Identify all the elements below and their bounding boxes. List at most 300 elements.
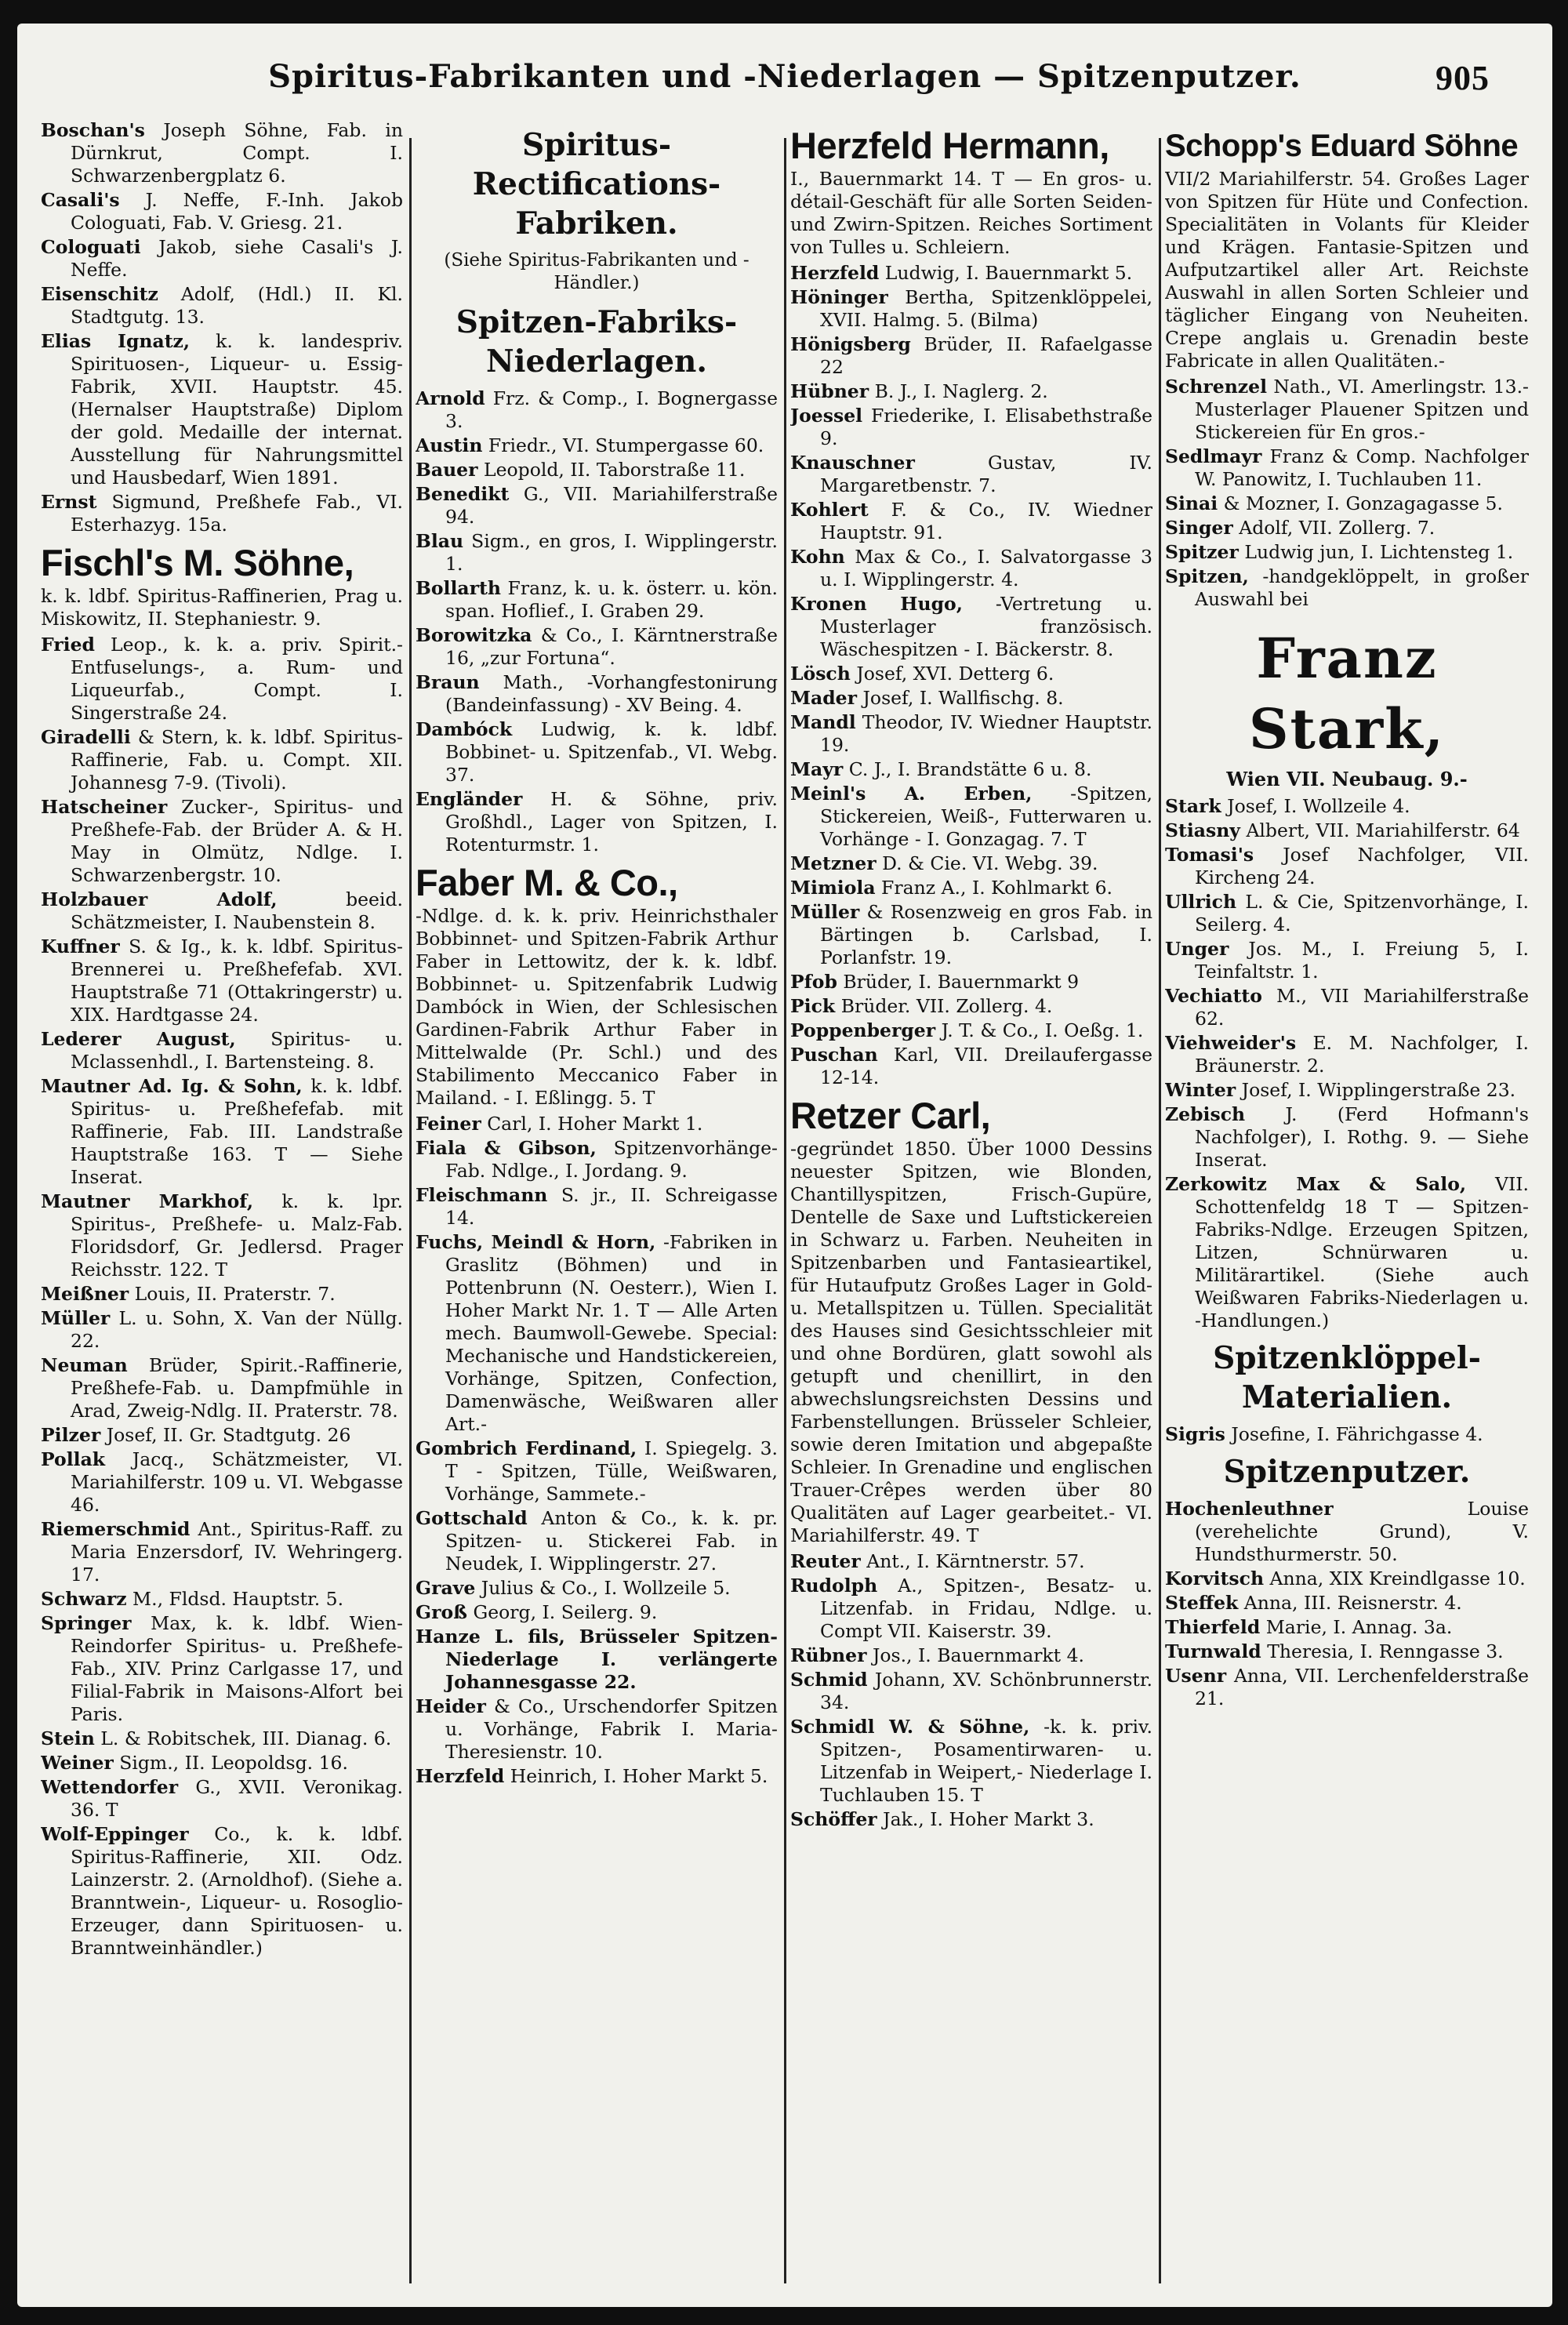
directory-entry	[41, 726, 403, 794]
entry-name: Schrenzel	[1165, 376, 1268, 398]
directory-entry	[790, 1669, 1152, 1714]
display-entry	[1165, 124, 1529, 372]
entry-name: Steffek	[1165, 1592, 1239, 1614]
entry-text: Frz. & Comp., I. Bognergasse 3.	[445, 387, 778, 432]
directory-entry	[41, 1190, 403, 1281]
directory-entry	[790, 1550, 1152, 1573]
directory-entry	[790, 971, 1152, 994]
directory-entry	[790, 593, 1152, 661]
entry-text: Adolf, VII. Zollerg. 7.	[1239, 517, 1436, 539]
directory-entry	[41, 1518, 403, 1586]
entry-name: Stark	[1165, 795, 1221, 817]
entry-name: Fleischmann	[416, 1184, 548, 1206]
entry-text: Jacq., Schätzmeister, VI. Mariahilferstr. 109 u. VI. Webgasse 46.	[71, 1448, 403, 1516]
directory-entry	[1165, 1079, 1529, 1102]
entry-name: Hanze L. fils, Brüsseler Spitzen-Niederlage I. verlängerte Johannesgasse 22.	[416, 1626, 778, 1693]
entry-text: Spitzenvorhänge-Fab. Ndlge., I. Jordang. 9.	[445, 1137, 778, 1182]
entry-text: -k. k. priv. Spitzen-, Posamentirwaren- u. Litzenfab in Weipert,- Niederlage I. Tuchlauben 15. T	[820, 1716, 1152, 1806]
entry-text: -Fabriken in Graslitz (Böhmen) und in Pottenbrunn (N. Oesterr.), Wien I. Hoher Markt Nr. 1. T — Alle Arten mech. Baumwoll-Gewebe. Special: Mechanische und Handstickereien, Vorhänge, Spitzen, Confection, Damenwäsche, Weißwaren aller Art.-	[445, 1231, 778, 1435]
entry-text: Heinrich, I. Hoher Markt 5.	[510, 1765, 768, 1787]
directory-entry	[1165, 445, 1529, 491]
entry-name: Korvitsch	[1165, 1568, 1265, 1589]
directory-entry	[41, 1776, 403, 1822]
entry-name: Singer	[1165, 517, 1233, 539]
entry-text: Bertha, Spitzenklöppelei, XVII. Halmg. 5. (Bilma)	[820, 286, 1152, 331]
entry-name: Sedlmayr	[1165, 445, 1262, 467]
entry-text: Gustav, IV. Margaretbenstr. 7.	[820, 452, 1152, 496]
entry-name: Engländer	[416, 788, 523, 810]
entry-name: Eisenschitz	[41, 283, 158, 305]
entry-text: -Vertretung u. Musterlager französisch. Wäschespitzen - I. Bäckerstr. 8.	[820, 593, 1152, 660]
entry-text: E. M. Nachfolger, I. Bräunerstr. 2.	[1195, 1032, 1529, 1077]
display-entry-text: -gegründet 1850. Über 1000 Dessins neuester Spitzen, wie Blonden, Chantillyspitzen, Frisch-Gupüre, Dentelle de Saxe und Luftstickereien in Schwarz u. Farben. Neuheiten in Spitzenbarben und Fantasieartikel, für Hutaufputz Großes Lager in Gold- u. Metallspitzen u. Tüllen. Specialität des Hauses sind Gesichtsschleier mit und ohne Bordüren, glatt sowohl als getupft und chenillirt, in den abwechslungsreichsten Dessins und Farbenstellungen. Brüsseler Schleier, sowie deren Imitation und abgepaßte Schleier. In Grenadine und englischen Trauer-Crêpes werden über 80 Qualitäten auf Lager gearbeitet.- VI. Mariahilferstr. 49. T	[790, 1138, 1152, 1546]
directory-entry	[1165, 541, 1529, 564]
entry-name: Joessel	[790, 405, 863, 427]
entry-name: Schwarz	[41, 1588, 127, 1610]
entry-name: Riemerschmid	[41, 1518, 191, 1540]
entry-text: Ant., I. Kärntnerstr. 57.	[866, 1550, 1085, 1572]
directory-entry	[790, 711, 1152, 757]
directory-entry	[416, 530, 778, 576]
entry-name: Turnwald	[1165, 1640, 1261, 1662]
directory-entry	[790, 405, 1152, 450]
display-entry-name: Fischl's M. Söhne,	[41, 542, 354, 583]
entry-text: Friedr., VI. Stumpergasse 60.	[488, 434, 764, 456]
directory-entry	[41, 1727, 403, 1750]
entry-text: k. k. ldbf. Spiritus- u. Preßhefefab. mit Raffinerie, Fab. III. Landstraße Hauptstraße 163. T — Siehe Inserat.	[71, 1075, 403, 1188]
entry-name: Mayr	[790, 758, 844, 780]
directory-entry	[790, 546, 1152, 591]
entry-name: Dambóck	[416, 718, 513, 740]
entry-text: C. J., I. Brandstätte 6 u. 8.	[848, 758, 1092, 780]
entry-text: Jos., I. Bauernmarkt 4.	[872, 1644, 1085, 1666]
entry-name: Gombrich Ferdinand,	[416, 1437, 637, 1459]
display-entry	[416, 861, 778, 1110]
entry-text: Max, k. k. ldbf. Wien-Reindorfer Spiritus- u. Preßhefe-Fab., XIV. Prinz Carlgasse 17, und Filial-Fabrik in Maisons-Alfort bei Paris.	[71, 1612, 403, 1725]
directory-entry	[416, 483, 778, 529]
entry-name: Unger	[1165, 938, 1229, 960]
entry-text: Ant., Spiritus-Raff. zu Maria Enzersdorf, IV. Wehringerg. 17.	[71, 1518, 403, 1586]
entry-text: Sigmund, Preßhefe Fab., VI. Esterhazyg. 15a.	[71, 491, 403, 536]
directory-entry	[1165, 1498, 1529, 1566]
directory-entry	[1165, 1032, 1529, 1077]
entry-text: Josef Nachfolger, VII. Kircheng 24.	[1195, 844, 1529, 888]
section-heading: Spitzen-Fabriks-Niederlagen.	[456, 304, 738, 380]
entry-text: M., Fldsd. Hauptstr. 5.	[132, 1588, 344, 1610]
entry-name: Poppenberger	[790, 1019, 936, 1041]
entry-name: Winter	[1165, 1079, 1236, 1101]
entry-text: Anna, XIX Kreindlgasse 10.	[1269, 1568, 1526, 1589]
entry-name: Kohlert	[790, 499, 869, 521]
entry-text: Brüder. VII. Zollerg. 4.	[840, 995, 1053, 1017]
entry-name: Hatscheiner	[41, 796, 168, 818]
directory-entry	[416, 1577, 778, 1600]
entry-name: Holzbauer Adolf,	[41, 888, 278, 910]
directory-entry	[41, 283, 403, 329]
directory-entry	[416, 434, 778, 457]
entry-text: L. u. Sohn, X. Van der Nüllg. 22.	[71, 1307, 403, 1352]
entry-name: Zebisch	[1165, 1103, 1246, 1125]
entry-text: F. & Co., IV. Wiedner Hauptstr. 91.	[820, 499, 1152, 543]
column-divider	[1159, 138, 1161, 2283]
directory-entry	[41, 1588, 403, 1611]
entry-text: Albert, VII. Mariahilferstr. 64	[1246, 819, 1520, 841]
entry-text: Max & Co., I. Salvatorgasse 3 u. I. Wipplingerstr. 4.	[820, 546, 1152, 590]
directory-entry	[416, 577, 778, 623]
display-entry-text: k. k. ldbf. Spiritus-Raffinerien, Prag u. Miskowitz, II. Stephaniestr. 9.	[41, 585, 403, 630]
entry-name: Metzner	[790, 852, 877, 874]
entry-name: Groß	[416, 1601, 467, 1623]
directory-entry	[1165, 1616, 1529, 1639]
entry-name: Viehweider's	[1165, 1032, 1297, 1054]
entry-name: Vechiatto	[1165, 985, 1262, 1007]
entry-text: Anna, III. Reisnerstr. 4.	[1243, 1592, 1462, 1614]
entry-text: Friederike, I. Elisabethstraße 9.	[820, 405, 1152, 449]
entry-name: Wolf-Eppinger	[41, 1823, 189, 1845]
entry-name: Schmid	[790, 1669, 868, 1691]
directory-entry	[790, 877, 1152, 899]
entry-text: Spiritus- u. Mclassenhdl., I. Bartensteing. 8.	[71, 1028, 403, 1073]
directory-entry	[790, 1644, 1152, 1667]
entry-text: & Stern, k. k. ldbf. Spiritus-Raffinerie, Fab. u. Compt. XII. Johannesg 7-9. (Tivoli).	[71, 726, 403, 794]
directory-entry	[790, 333, 1152, 379]
entry-text: Leop., k. k. a. priv. Spirit.-Entfuselungs-, a. Rum- und Liqueurfab., Compt. I. Singerstraße 24.	[71, 634, 403, 724]
entry-text: Karl, VII. Dreilaufergasse 12-14.	[820, 1044, 1152, 1088]
entry-list	[416, 387, 778, 856]
entry-text: Franz A., I. Kohlmarkt 6.	[881, 877, 1113, 899]
column-3	[790, 119, 1152, 2291]
entry-name: Borowitzka	[416, 624, 532, 646]
entry-text: S. & Ig., k. k. ldbf. Spiritus-Brennerei u. Preßhefefab. XVI. Hauptstraße 71 (Ottakringerstr) u. XIX. Hardtgasse 24.	[71, 935, 403, 1026]
directory-entry	[41, 1612, 403, 1726]
entry-text: Julius & Co., I. Wollzeile 5.	[481, 1577, 731, 1599]
section-note: (Siehe Spiritus-Fabrikanten und -Händler.)	[444, 250, 750, 293]
directory-entry	[1165, 844, 1529, 889]
entry-name: Blau	[416, 530, 464, 552]
entry-text: Louise (verehelichte Grund), V. Hundsthurmerstr. 50.	[1195, 1498, 1529, 1565]
directory-entry	[790, 452, 1152, 497]
entry-text: Jak., I. Hoher Markt 3.	[883, 1808, 1094, 1830]
entry-name: Pick	[790, 995, 836, 1017]
page-number: 905	[1436, 59, 1490, 97]
entry-name: Puschan	[790, 1044, 878, 1066]
entry-text: Anna, VII. Lerchenfelderstraße 21.	[1195, 1665, 1529, 1709]
display-entry-text: I., Bauernmarkt 14. T — En gros- u. détail-Geschäft für alle Sorten Seiden- und Zwirn-Spitzen. Reiches Sortiment von Tulles u. Schleiern.	[790, 168, 1152, 258]
entry-text: Sigm., en gros, I. Wipplingerstr. 1.	[445, 530, 778, 575]
entry-text: Anton & Co., k. k. pr. Spitzen- u. Stickerei Fab. in Neudek, I. Wipplingerstr. 27.	[445, 1507, 778, 1575]
entry-text: Zucker-, Spiritus- und Preßhefe-Fab. der Brüder A. & H. May in Olmütz, Ndlge. I. Schwarzenbergstr. 10.	[71, 796, 403, 886]
entry-name: Herzfeld	[416, 1765, 505, 1787]
directory-entry	[790, 1716, 1152, 1807]
entry-name: Mautner Markhof,	[41, 1190, 254, 1212]
entry-text: Brüder, I. Bauernmarkt 9	[843, 971, 1080, 993]
entry-text: D. & Cie. VI. Webg. 39.	[882, 852, 1098, 874]
directory-entry	[41, 119, 403, 187]
directory-entry	[416, 1765, 778, 1788]
entry-name: Herzfeld	[790, 262, 880, 284]
entry-name: Weiner	[41, 1752, 114, 1774]
entry-text: & Co., Urschendorfer Spitzen u. Vorhänge, Fabrik I. Maria-Theresienstr. 10.	[445, 1695, 778, 1763]
entry-name: Austin	[416, 434, 483, 456]
entry-text: A., Spitzen-, Besatz- u. Litzenfab. in Fridau, Ndlge. u. Compt VII. Kaiserstr. 39.	[820, 1575, 1152, 1642]
display-entry-name: Schopp's Eduard Söhne	[1165, 129, 1519, 163]
directory-entry	[790, 380, 1152, 403]
entry-text: Josef, I. Wollzeile 4.	[1227, 795, 1410, 817]
entry-name: Mandl	[790, 711, 856, 733]
entry-name: Springer	[41, 1612, 132, 1634]
directory-entry	[1165, 376, 1529, 444]
directory-entry	[790, 286, 1152, 332]
display-entry	[790, 124, 1152, 259]
entry-name: Zerkowitz Max & Salo,	[1165, 1173, 1467, 1195]
entry-text: G., XVII. Veronikag. 36. T	[71, 1776, 403, 1821]
entry-list	[1165, 1423, 1529, 1446]
directory-entry	[41, 330, 403, 489]
section-heading: Spitzenklöppel-Materialien.	[1213, 1340, 1481, 1415]
directory-entry	[1165, 1640, 1529, 1663]
directory-entry	[416, 1626, 778, 1694]
directory-entry	[790, 995, 1152, 1018]
entry-name: Casali's	[41, 189, 120, 211]
entry-text: VII. Schottenfeldg 18 T — Spitzen-Fabriks-Ndlge. Erzeugen Spitzen, Litzen, Schnürwaren u. Militärartikel. (Siehe auch Weißwaren Fabriks-Niederlagen u. -Handlungen.)	[1195, 1173, 1529, 1331]
directory-entry	[416, 1231, 778, 1436]
directory-entry	[790, 687, 1152, 710]
entry-name: Tomasi's	[1165, 844, 1254, 866]
directory-entry	[790, 758, 1152, 781]
entry-text: Theodor, IV. Wiedner Hauptstr. 19.	[820, 711, 1152, 756]
entry-text: & Rosenzweig en gros Fab. in Bärtingen b. Carlsbad, I. Porlanfstr. 19.	[820, 901, 1152, 968]
directory-entry	[1165, 938, 1529, 983]
directory-entry	[790, 1575, 1152, 1643]
directory-entry	[41, 1424, 403, 1447]
directory-entry	[790, 852, 1152, 875]
entry-text: I. Spiegelg. 3. T - Spitzen, Tülle, Weißwaren, Vorhänge, Sammete.-	[445, 1437, 778, 1505]
directory-entry	[416, 1437, 778, 1506]
columns	[41, 119, 1529, 2291]
entry-text: Georg, I. Seilerg. 9.	[473, 1601, 658, 1623]
directory-entry	[416, 387, 778, 433]
directory-entry	[416, 671, 778, 717]
display-entry	[790, 1094, 1152, 1547]
entry-text: Franz, k. u. k. österr. u. kön. span. Hoflief., I. Graben 29.	[445, 577, 778, 622]
entry-name: Ernst	[41, 491, 97, 513]
entry-text: Brüder, Spirit.-Raffinerie, Preßhefe-Fab. u. Dampfmühle in Arad, Zweig-Ndlg. II. Praterstr. 78.	[71, 1354, 403, 1422]
entry-name: Cologuati	[41, 236, 141, 258]
entry-text: Nath., VI. Amerlingstr. 13.-Musterlager Plauener Spitzen und Stickereien für En gros.-	[1195, 376, 1529, 443]
entry-text: Jakob, siehe Casali's J. Neffe.	[71, 236, 403, 281]
entry-text: H. & Söhne, priv. Großhdl., Lager von Spitzen, I. Rotenturmstr. 1.	[445, 788, 778, 856]
entry-name: Lösch	[790, 663, 851, 685]
entry-name: Gottschald	[416, 1507, 528, 1529]
entry-name: Bollarth	[416, 577, 501, 599]
directory-entry	[416, 1695, 778, 1764]
directory-entry	[790, 1044, 1152, 1089]
advert-address: Wien VII. Neubaug. 9.-	[1226, 768, 1468, 790]
entry-name: Heider	[416, 1695, 486, 1717]
entry-text: Carl, I. Hoher Markt 1.	[487, 1113, 703, 1135]
entry-text: k. k. landespriv. Spirituosen-, Liqueur- u. Essig-Fabrik, XVII. Hauptstr. 45. (Hernalser Hauptstraße) Diplom der gold. Medaille der internat. Ausstellung für Nahrungsmittel und Hausbedarf, Wien 1891.	[71, 330, 403, 489]
directory-entry	[1165, 891, 1529, 936]
entry-text: G., VII. Mariahilferstraße 94.	[445, 483, 778, 528]
entry-text: J. T. & Co., I. Oeßg. 1.	[941, 1019, 1144, 1041]
entry-text: L. & Cie, Spitzenvorhänge, I. Seilerg. 4.	[1195, 891, 1529, 935]
entry-text: L. & Robitschek, III. Dianag. 6.	[100, 1727, 392, 1749]
entry-text: Johann, XV. Schönbrunnerstr. 34.	[820, 1669, 1152, 1713]
entry-list	[1165, 1498, 1529, 1710]
directory-entry	[41, 1307, 403, 1353]
entry-text: Franz & Comp. Nachfolger W. Panowitz, I. Tuchlauben 11.	[1195, 445, 1529, 490]
entry-name: Hönigsberg	[790, 333, 911, 355]
entry-text: -Spitzen, Stickereien, Weiß-, Futterwaren u. Vorhänge - I. Gonzagag. 7. T	[820, 783, 1152, 850]
display-entry	[41, 541, 403, 630]
directory-entry	[1165, 1592, 1529, 1615]
directory-entry	[41, 1752, 403, 1775]
entry-text: Josef, I. Wallfischg. 8.	[862, 687, 1064, 709]
entry-name: Bauer	[416, 459, 478, 481]
entry-name: Stein	[41, 1727, 95, 1749]
entry-text: Josef, I. Wipplingerstraße 23.	[1241, 1079, 1516, 1101]
entry-name: Schöffer	[790, 1808, 877, 1830]
directory-entry	[1165, 1665, 1529, 1710]
directory-entry	[790, 499, 1152, 544]
directory-entry	[41, 888, 403, 934]
entry-name: Hübner	[790, 380, 869, 402]
display-entry-name: Herzfeld Hermann,	[790, 125, 1109, 166]
column-4	[1165, 119, 1529, 2291]
display-entry-name: Retzer Carl,	[790, 1095, 991, 1136]
display-entry-text: VII/2 Mariahilferstr. 54. Großes Lager von Spitzen für Hüte und Confection. Specialitäten in Volants für Kleider und Krägen. Fantasie-Spitzen und Aufputzartikel aller Art. Reichste Auswahl in allen Sorten Schleier und täglicher Eingang von Neuheiten. Crepe anglais u. Grenadin beste Fabricate in allen Qualitäten.-	[1165, 168, 1529, 372]
entry-name: Mader	[790, 687, 858, 709]
entry-list	[41, 634, 403, 1960]
entry-text: Co., k. k. ldbf. Spiritus-Raffinerie, XII. Odz. Lainzerstr. 2. (Arnoldhof). (Siehe a. Branntwein-, Liqueur- u. Rosoglio-Erzeuger, dann Spirituosen- u. Branntweinhändler.)	[71, 1823, 403, 1959]
directory-entry	[1165, 517, 1529, 539]
entry-text: Josefine, I. Fährichgasse 4.	[1231, 1423, 1483, 1445]
directory-entry	[41, 1823, 403, 1960]
directory-entry	[1165, 1103, 1529, 1172]
directory-entry	[1165, 565, 1529, 611]
entry-name: Rudolph	[790, 1575, 878, 1597]
directory-entry	[41, 796, 403, 887]
entry-name: Müller	[41, 1307, 111, 1329]
directory-entry	[416, 1137, 778, 1182]
directory-entry	[1165, 819, 1529, 842]
advert-name: Franz Stark,	[1249, 626, 1445, 761]
directory-entry	[1165, 492, 1529, 515]
entry-name: Schmidl W. & Söhne,	[790, 1716, 1030, 1738]
entry-name: Höninger	[790, 286, 888, 308]
directory-entry	[416, 718, 778, 787]
directory-entry	[416, 459, 778, 481]
entry-name: Meinl's A. Erben,	[790, 783, 1033, 805]
entry-text: & Mozner, I. Gonzagagasse 5.	[1223, 492, 1503, 514]
directory-entry	[41, 1354, 403, 1422]
entry-text: Adolf, (Hdl.) II. Kl. Stadtgutg. 13.	[71, 283, 403, 328]
column-1	[41, 119, 403, 2291]
entry-name: Elias Ignatz,	[41, 330, 191, 352]
entry-text: Louis, II. Praterstr. 7.	[134, 1283, 336, 1305]
directory-entry	[790, 262, 1152, 285]
entry-name: Lederer August,	[41, 1028, 236, 1050]
entry-text: k. k. lpr. Spiritus-, Preßhefe- u. Malz-Fab. Floridsdorf, Gr. Jedlersd. Prager Reichsstr. 122. T	[71, 1190, 403, 1281]
directory-entry	[790, 901, 1152, 969]
directory-entry	[790, 663, 1152, 685]
entry-name: Mimiola	[790, 877, 876, 899]
entry-name: Fuchs, Meindl & Horn,	[416, 1231, 656, 1253]
entry-name: Reuter	[790, 1550, 861, 1572]
entry-text: Math., -Vorhangfestonirung (Bandeinfassung) - XV Being. 4.	[445, 671, 778, 716]
directory-entry	[416, 1184, 778, 1230]
entry-text: Ludwig jun, I. Lichtensteg 1.	[1244, 541, 1514, 563]
directory-entry	[416, 624, 778, 670]
entry-text: J. (Ferd Hofmann's Nachfolger), I. Rothg. 9. — Siehe Inserat.	[1195, 1103, 1529, 1171]
entry-name: Usenr	[1165, 1665, 1227, 1687]
directory-entry	[1165, 795, 1529, 818]
entry-list	[1165, 376, 1529, 611]
entry-name: Braun	[416, 671, 480, 693]
directory-entry	[41, 935, 403, 1026]
entry-name: Ullrich	[1165, 891, 1237, 913]
entry-list	[790, 262, 1152, 1089]
page-title: Spiritus-Fabrikanten und -Niederlagen — Spitzenputzer.	[268, 58, 1301, 95]
entry-list	[790, 1550, 1152, 1831]
entry-name: Pfob	[790, 971, 837, 993]
entry-name: Hochenleuthner	[1165, 1498, 1334, 1520]
entry-name: Spitzen,	[1165, 565, 1249, 587]
entry-text: Josef, XVI. Detterg 6.	[856, 663, 1054, 685]
entry-name: Pollak	[41, 1448, 106, 1470]
section-heading: Spitzenputzer.	[1223, 1454, 1471, 1490]
entry-name: Arnold	[416, 387, 485, 409]
entry-text: B. J., I. Naglerg. 2.	[874, 380, 1048, 402]
entry-name: Pilzer	[41, 1424, 101, 1446]
entry-text: Josef, II. Gr. Stadtgutg. 26	[106, 1424, 351, 1446]
entry-name: Rübner	[790, 1644, 867, 1666]
directory-entry	[790, 1808, 1152, 1831]
entry-list	[416, 1113, 778, 1788]
directory-entry	[41, 1283, 403, 1306]
column-divider	[784, 138, 786, 2283]
directory-entry	[790, 1019, 1152, 1042]
entry-name: Benedikt	[416, 483, 510, 505]
entry-text: Leopold, II. Taborstraße 11.	[484, 459, 746, 481]
running-head	[17, 58, 1552, 111]
entry-name: Kronen Hugo,	[790, 593, 963, 615]
entry-text: Ludwig, k. k. ldbf. Bobbinet- u. Spitzenfab., VI. Webg. 37.	[445, 718, 778, 786]
entry-name: Boschan's	[41, 119, 145, 141]
directory-entry	[41, 634, 403, 725]
directory-entry	[41, 1028, 403, 1073]
entry-text: M., VII Mariahilferstraße 62.	[1195, 985, 1529, 1030]
entry-name: Fiala & Gibson,	[416, 1137, 597, 1159]
directory-page	[17, 24, 1552, 2307]
entry-name: Wettendorfer	[41, 1776, 179, 1798]
directory-entry	[790, 783, 1152, 851]
entry-name: Fried	[41, 634, 95, 656]
entry-name: Grave	[416, 1577, 476, 1599]
entry-text: Sigm., II. Leopoldsg. 16.	[119, 1752, 348, 1774]
directory-entry	[41, 1448, 403, 1517]
entry-name: Sinai	[1165, 492, 1218, 514]
section-heading: Spiritus-Rectifications-Fabriken.	[472, 127, 721, 242]
entry-name: Neuman	[41, 1354, 128, 1376]
entry-text: Brüder, II. Rafaelgasse 22	[820, 333, 1152, 378]
directory-entry	[1165, 1568, 1529, 1590]
entry-text: -handgeklöppelt, in großer Auswahl bei	[1195, 565, 1529, 610]
directory-entry	[416, 788, 778, 856]
entry-text: beeid. Schätzmeister, I. Naubenstein 8.	[71, 888, 403, 933]
entry-name: Müller	[790, 901, 860, 923]
entry-text: Jos. M., I. Freiung 5, I. Teinfaltstr. 1.	[1195, 938, 1529, 983]
